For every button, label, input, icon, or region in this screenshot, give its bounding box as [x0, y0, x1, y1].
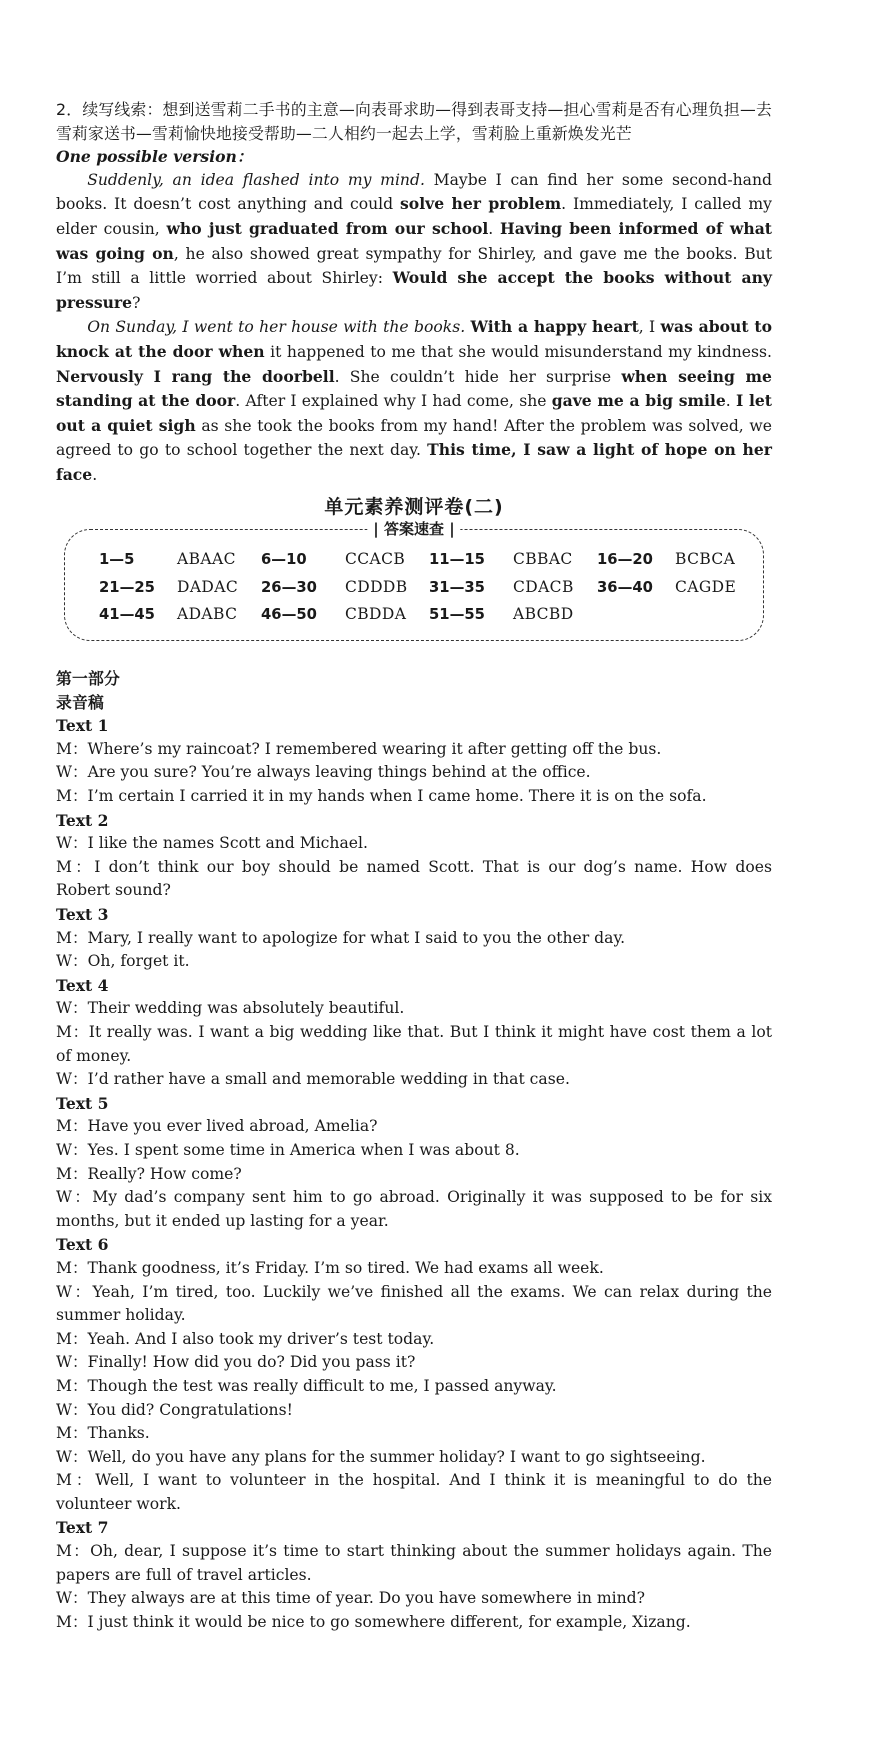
answer-range: 6—10 — [261, 551, 307, 569]
dialogue-line: W：You did? Congratulations! — [56, 1400, 293, 1419]
essay-run: was about to knock at the door when — [56, 317, 772, 361]
essay-run: . — [92, 465, 98, 484]
dialogue-line: W：Yeah, I’m tired, too. Luckily we’ve finished all the exams. We can relax during the summer holiday. — [56, 1282, 772, 1325]
answer-letters: ABAAC — [177, 550, 236, 569]
dialogue-line: M：Well, I want to volunteer in the hospital. And I think it is meaningful to do the volunteer work. — [56, 1471, 772, 1513]
dialogue-line: M：Though the test was really difficult to me, I passed anyway. — [56, 1376, 557, 1395]
essay-run: when seeing me standing at the door — [56, 366, 772, 411]
answer-range: 26—30 — [261, 578, 317, 596]
version-label: One possible version： — [56, 147, 253, 167]
essay-run: Maybe I can find her some second-hand books. It doesn’t cost anything and could — [56, 170, 772, 214]
listening-section — [56, 667, 772, 1634]
essay-run: Having been informed of what was going on — [56, 218, 772, 263]
dialogue-line: M：I just think it would be nice to go somewhere different, for example, Xizang. — [56, 1612, 691, 1631]
dialogue-line: W：They always are at this time of year. Do you have somewhere in mind? — [56, 1589, 645, 1608]
dialogue-line: M：Really? How come? — [56, 1164, 242, 1183]
essay-run: gave me a big smile — [551, 391, 726, 411]
answer-letters: ADABC — [177, 605, 238, 624]
continuation-clue: 2．续写线索：想到送雪莉二手书的主意—向表哥求助—得到表哥支持—担心雪莉是否有心理负担—去雪莉家送书—雪莉愉快地接受帮助—二人相约一起去上学，雪莉脸上重新焕发光芒 — [56, 100, 772, 143]
essay-run: . — [725, 392, 736, 411]
dialogue-line: W：Oh, forget it. — [56, 952, 190, 971]
essay-run: On Sunday, I went to her house with the books. — [87, 318, 466, 337]
text-heading: Text 7 — [56, 1518, 109, 1538]
transcript-texts — [56, 714, 772, 1634]
essay-paragraph-1 — [56, 169, 772, 316]
essay-run: Would she accept the books without any pressure — [56, 268, 772, 312]
text-heading: Text 5 — [56, 1093, 109, 1113]
dialogue-line: M：I don’t think our boy should be named Scott. That is our dog’s name. How does Robert sound? — [56, 857, 772, 900]
answer-key-grid — [99, 548, 753, 627]
page-content — [56, 98, 772, 1634]
answer-key-box — [64, 520, 764, 641]
answer-letters — [675, 603, 759, 627]
essay-run: Suddenly, an idea flashed into my mind. — [87, 170, 425, 189]
dialogue-line: W：I like the names Scott and Michael. — [56, 834, 368, 853]
answer-range: 31—35 — [429, 578, 485, 596]
answer-range: 46—50 — [261, 606, 317, 624]
text-heading: Text 1 — [56, 716, 109, 736]
answer-letters: CAGDE — [675, 577, 737, 596]
essay-run: . After I explained why I had come, she — [235, 392, 552, 411]
essay-run: ? — [132, 293, 141, 312]
dialogue-line: M：Have you ever lived abroad, Amelia? — [56, 1117, 378, 1136]
answer-range: 41—45 — [99, 606, 155, 624]
essay-run: Nervously I rang the doorbell — [56, 366, 335, 386]
essay-run: With a happy heart — [470, 317, 639, 337]
answer-letters: BCBCA — [675, 550, 736, 569]
essay-run: I let out a quiet sigh — [56, 391, 773, 435]
answer-range: 16—20 — [597, 551, 653, 569]
answer-letters: CBBAC — [513, 550, 573, 569]
dialogue-line: W：Their wedding was absolutely beautiful. — [56, 999, 405, 1018]
dialogue-line: M：Yeah. And I also took my driver’s test today. — [56, 1329, 435, 1348]
dialogue-line: W：Yes. I spent some time in America when I was about 8. — [56, 1140, 520, 1159]
text-heading: Text 4 — [56, 975, 109, 995]
answer-key-label: | 答案速查 | — [367, 518, 460, 542]
answer-letters: CBDDA — [345, 605, 407, 624]
essay-run: This time, I saw a light of hope on her face — [56, 440, 772, 484]
answer-range — [597, 603, 675, 627]
essay-run: who just graduated from our school — [166, 218, 489, 238]
dialogue-line: M：I’m certain I carried it in my hands when I came home. There it is on the sofa. — [56, 787, 707, 806]
essay-run: . She couldn’t hide her surprise — [334, 367, 622, 386]
dialogue-line: W：Are you sure? You’re always leaving things behind at the office. — [56, 763, 591, 782]
text-heading: Text 6 — [56, 1235, 109, 1255]
essay-run: . Immediately, I called my elder cousin, — [56, 195, 772, 238]
unit-test-title: 单元素养测评卷(二) — [324, 495, 504, 518]
answer-range: 36—40 — [597, 578, 653, 596]
dialogue-line: W：I’d rather have a small and memorable wedding in that case. — [56, 1070, 570, 1089]
section-heading: 第一部分 — [56, 669, 120, 689]
essay-paragraph-2 — [56, 315, 772, 487]
answer-letters: CDDDB — [345, 577, 408, 596]
essay-run: solve her problem — [400, 194, 562, 214]
dialogue-line: M：Thanks. — [56, 1424, 150, 1443]
transcript-heading: 录音稿 — [56, 692, 104, 712]
text-heading: Text 2 — [56, 810, 109, 830]
answer-letters: CDACB — [513, 577, 574, 596]
essay-run: , he also showed great sympathy for Shirley, and gave me the books. But I’m still a little worried about Shirley: — [56, 244, 772, 288]
answer-range: 11—15 — [429, 551, 485, 569]
dialogue-line: W：Finally! How did you do? Did you pass it? — [56, 1353, 416, 1372]
answer-range: 21—25 — [99, 578, 155, 596]
answer-range: 1—5 — [99, 551, 135, 569]
dialogue-line: M：Where’s my raincoat? I remembered wearing it after getting off the bus. — [56, 739, 662, 758]
dialogue-line: M：Oh, dear, I suppose it’s time to start thinking about the summer holidays again. The papers are full of travel articles. — [56, 1542, 772, 1584]
answer-range: 51—55 — [429, 606, 485, 624]
essay-run: as she took the books from my hand! After the problem was solved, we agreed to go to school together the next day. — [56, 416, 772, 460]
dialogue-line: W：Well, do you have any plans for the summer holiday? I want to go sightseeing. — [56, 1447, 706, 1466]
answer-letters: DADAC — [177, 577, 239, 596]
dialogue-line: M：Thank goodness, it’s Friday. I’m so tired. We had exams all week. — [56, 1258, 604, 1277]
dialogue-line: M：It really was. I want a big wedding like that. But I think it might have cost them a lot of money. — [56, 1023, 772, 1065]
answer-letters: ABCBD — [513, 605, 574, 624]
essay-run: . — [488, 219, 500, 238]
essay-run: , I — [638, 318, 661, 337]
dialogue-line: W：My dad’s company sent him to go abroad. Originally it was supposed to be for six months, but it ended up lasting for a year. — [56, 1188, 772, 1230]
dialogue-line: M：Mary, I really want to apologize for what I said to you the other day. — [56, 928, 626, 947]
essay-run: it happened to me that she would misunderstand my kindness. — [264, 342, 772, 361]
text-heading: Text 3 — [56, 905, 109, 925]
answer-letters: CCACB — [345, 550, 406, 569]
